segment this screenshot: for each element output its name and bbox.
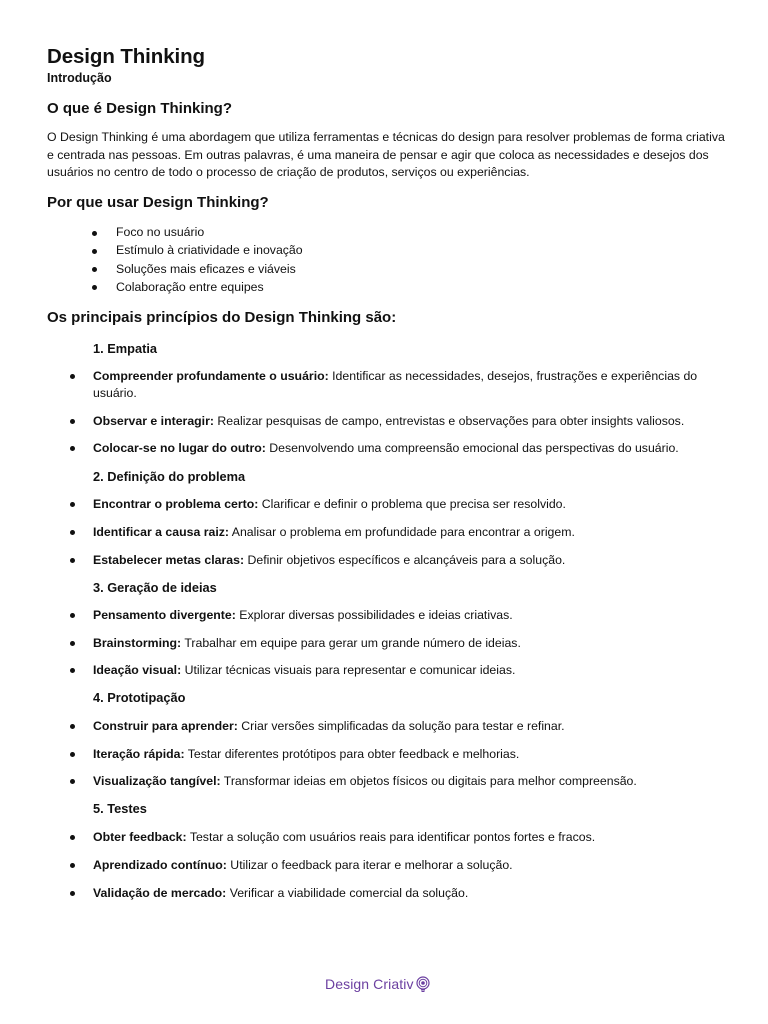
- principle-text: Testar diferentes protótipos para obter feedback e melhorias.: [184, 747, 520, 761]
- list-item: [0, 223, 303, 241]
- brand-name: Design Criativ: [325, 976, 414, 992]
- section-testes-title: 5. Testes: [93, 801, 147, 816]
- bullet-icon: [70, 724, 75, 729]
- principle-term: Ideação visual:: [93, 663, 182, 677]
- section-prototipacao-title: 4. Prototipação: [93, 690, 186, 705]
- principle-item: [93, 718, 723, 735]
- principle-term: Estabelecer metas claras:: [93, 553, 245, 567]
- principle-term: Brainstorming:: [93, 636, 182, 650]
- principle-term: Encontrar o problema certo:: [93, 497, 259, 511]
- principle-text: Identificar as necessidades, desejos, frustrações e experiências do usuário.: [93, 369, 698, 400]
- principle-text: Transformar ideias em objetos físicos ou digitais para melhor compreensão.: [220, 774, 637, 788]
- principle-term: Iteração rápida:: [93, 747, 185, 761]
- principle-term: Construir para aprender:: [93, 719, 238, 733]
- principle-term: Aprendizado contínuo:: [93, 858, 227, 872]
- principle-item: [93, 440, 723, 457]
- why-use-list: [0, 223, 303, 296]
- principle-item: [93, 746, 723, 763]
- bullet-icon: [70, 558, 75, 563]
- principle-text: Testar a solução com usuários reais para identificar pontos fortes e fracos.: [186, 830, 596, 844]
- principle-item: [93, 885, 723, 902]
- bullet-icon: [70, 835, 75, 840]
- principle-item: [93, 368, 723, 402]
- bullet-icon: [70, 502, 75, 507]
- principle-term: Compreender profundamente o usuário:: [93, 369, 329, 383]
- bullet-icon: [70, 641, 75, 646]
- principle-item: [93, 607, 723, 624]
- paragraph-what-is: O Design Thinking é uma abordagem que utiliza ferramentas e técnicas do design para resolver problemas de forma criativa e centrada nas pessoas. Em outras palavras, é uma maneira de pensar e agir que coloca as necessidades e desejos dos usuários no centro de todo o processo de criação de produtos, serviços ou experiências.: [47, 130, 725, 180]
- bullet-icon: [92, 267, 97, 272]
- principle-item: [93, 829, 723, 846]
- list-item-label: Colaboração entre equipes: [116, 279, 264, 294]
- lightbulb-target-icon: [415, 976, 431, 992]
- bullet-icon: [70, 752, 75, 757]
- document-subtitle: Introdução: [47, 71, 112, 85]
- principle-text: Desenvolvendo uma compreensão emocional das perspectivas do usuário.: [265, 441, 679, 455]
- principle-term: Obter feedback:: [93, 830, 187, 844]
- principle-term: Visualização tangível:: [93, 774, 221, 788]
- bullet-icon: [92, 231, 97, 236]
- bullet-icon: [70, 863, 75, 868]
- bullet-icon: [92, 249, 97, 254]
- list-item-label: Foco no usuário: [116, 225, 205, 239]
- principle-text: Trabalhar em equipe para gerar um grande número de ideias.: [181, 636, 521, 650]
- bullet-icon: [70, 419, 75, 424]
- bullet-icon: [70, 613, 75, 618]
- list-item-label: Soluções mais eficazes e viáveis: [116, 261, 296, 276]
- list-item-label: Estímulo à criatividade e inovação: [116, 243, 303, 258]
- bullet-icon: [70, 374, 75, 379]
- principle-item: [93, 524, 723, 541]
- principle-item: [93, 662, 723, 679]
- section-definicao-title: 2. Definição do problema: [93, 469, 246, 484]
- list-item: [0, 260, 303, 278]
- bullet-icon: [70, 668, 75, 673]
- principle-item: [93, 496, 723, 513]
- principle-text: Realizar pesquisas de campo, entrevistas e observações para obter insights valiosos.: [213, 414, 685, 428]
- principle-text: Utilizar o feedback para iterar e melhorar a solução.: [226, 858, 513, 872]
- heading-what-is: O que é Design Thinking?: [47, 100, 233, 117]
- principle-item: [93, 857, 723, 874]
- principle-term: Identificar a causa raiz:: [93, 525, 230, 539]
- principle-term: Observar e interagir:: [93, 414, 214, 428]
- principle-item: [93, 773, 723, 790]
- principle-text: Clarificar e definir o problema que precisa ser resolvido.: [258, 497, 566, 511]
- principle-text: Definir objetivos específicos e alcançáveis para a solução.: [244, 553, 566, 567]
- document-title: Design Thinking: [47, 45, 205, 68]
- principle-term: Colocar-se no lugar do outro:: [93, 441, 266, 455]
- principle-text: Verificar a viabilidade comercial da solução.: [226, 886, 469, 900]
- brand-logo: [325, 974, 431, 994]
- bullet-icon: [70, 446, 75, 451]
- bullet-icon: [70, 891, 75, 896]
- principle-term: Validação de mercado:: [93, 886, 227, 900]
- principle-text: Utilizar técnicas visuais para representar e comunicar ideias.: [181, 663, 516, 677]
- bullet-icon: [70, 530, 75, 535]
- principle-item: [93, 552, 723, 569]
- bullet-icon: [70, 779, 75, 784]
- section-empatia-title: 1. Empatia: [93, 341, 158, 356]
- bullet-icon: [92, 285, 97, 290]
- principle-text: Explorar diversas possibilidades e ideias criativas.: [235, 608, 513, 622]
- principle-text: Analisar o problema em profundidade para encontrar a origem.: [229, 525, 575, 539]
- heading-why-use: Por que usar Design Thinking?: [47, 194, 269, 211]
- principle-item: [93, 635, 723, 652]
- list-item: [0, 278, 303, 296]
- principle-term: Pensamento divergente:: [93, 608, 236, 622]
- section-ideias-title: 3. Geração de ideias: [93, 580, 217, 595]
- principle-text: Criar versões simplificadas da solução para testar e refinar.: [237, 719, 565, 733]
- principle-item: [93, 413, 723, 430]
- list-item: [0, 241, 303, 259]
- heading-principles: Os principais princípios do Design Thinking são:: [47, 309, 397, 326]
